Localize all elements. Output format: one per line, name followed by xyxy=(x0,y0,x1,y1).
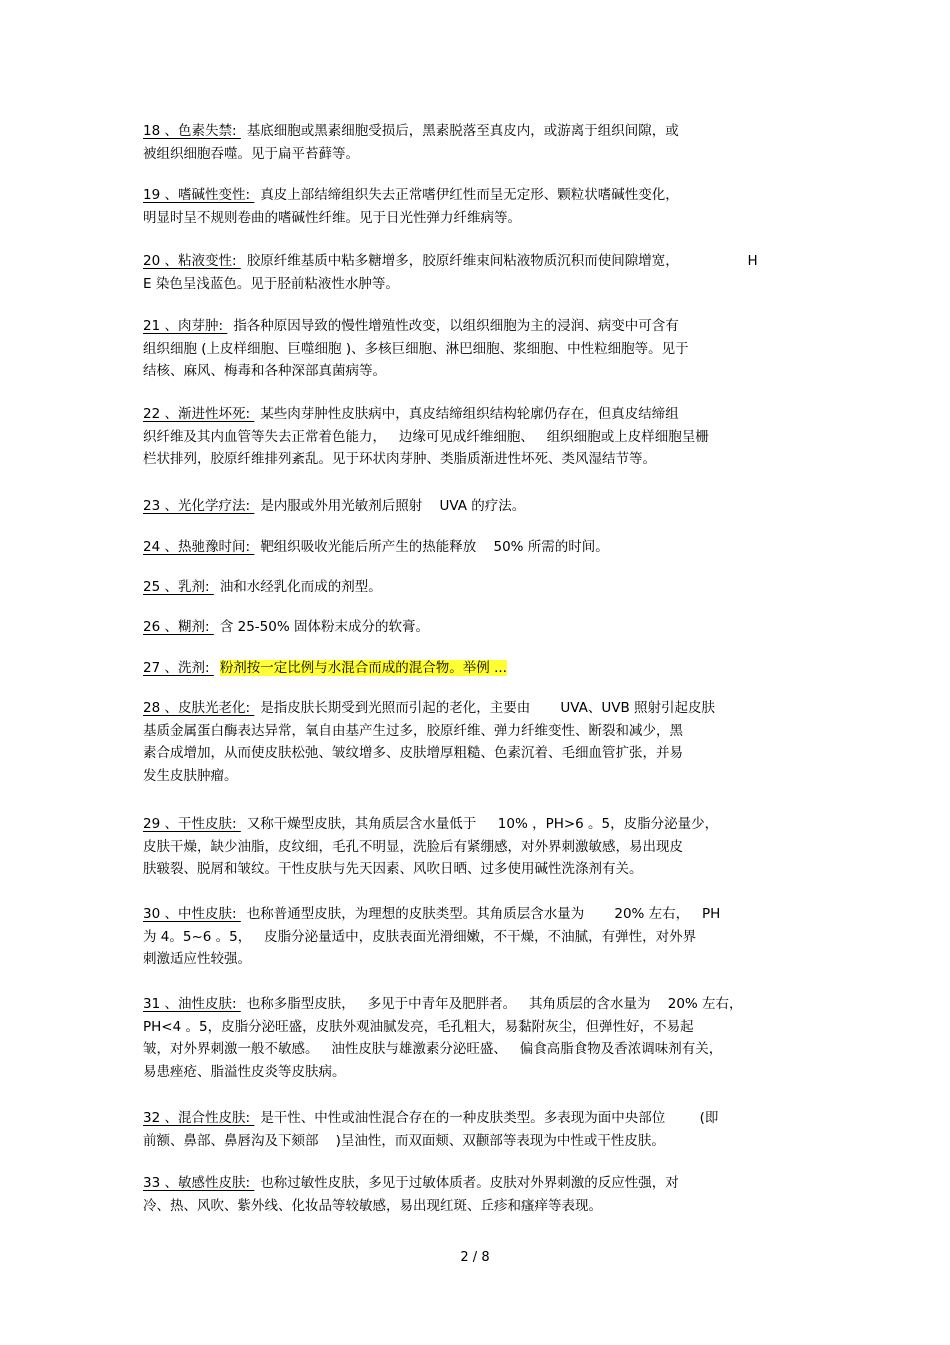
highlighted-definition: 粉剂按一定比例与水混合而成的混合物。举例 ... xyxy=(219,660,507,676)
definition-text: 基质金属蛋白酶表达异常，氧自由基产生过多，胶原纤维、弹力纤维变性、断裂和减少，黑 xyxy=(143,722,683,739)
entry-line xyxy=(143,207,808,230)
entry-line xyxy=(143,143,808,166)
entry-line xyxy=(143,536,808,559)
definition-text: 是干性、中性或油性混合存在的一种皮肤类型。多表现为面中央部位 (即 xyxy=(260,1110,719,1126)
entry-line xyxy=(143,1061,808,1084)
entry-term: 23 、光化学疗法: xyxy=(143,498,255,514)
entry-line xyxy=(143,1107,808,1130)
glossary-entry xyxy=(143,993,808,1083)
entry-line xyxy=(143,765,808,788)
entry-line xyxy=(143,1016,808,1039)
entry-line xyxy=(143,576,808,599)
entry-line xyxy=(143,250,808,273)
entry-line xyxy=(143,120,808,143)
entry-term: 20 、粘液变性: xyxy=(143,253,241,269)
glossary-entry xyxy=(143,1107,808,1152)
definition-text: 明显时呈不规则卷曲的嗜碱性纤维。见于日光性弹力纤维病等。 xyxy=(143,209,521,226)
entry-line xyxy=(143,903,808,926)
entry-term: 27 、洗剂: xyxy=(143,660,214,676)
entry-term: 32 、混合性皮肤: xyxy=(143,1110,255,1126)
entry-line xyxy=(143,184,808,207)
glossary-entry xyxy=(143,576,808,599)
definition-text: 也称多脂型皮肤， 多见于中青年及肥胖者。 其角质层的含水量为 20% 左右， xyxy=(246,996,743,1012)
entry-term: 18 、色素失禁: xyxy=(143,123,241,139)
glossary-entry xyxy=(143,403,808,471)
definition-text: PH<4 。5，皮脂分泌旺盛，皮肤外观油腻发亮，毛孔粗大，易黏附灰尘，但弹性好，不易起 xyxy=(143,1018,694,1035)
entry-term: 25 、乳剂: xyxy=(143,579,214,595)
entry-line xyxy=(143,1130,808,1153)
glossary-entry xyxy=(143,813,808,881)
definition-text: 被组织细胞吞噬。见于扁平苔藓等。 xyxy=(143,145,359,162)
page-number: 2 / 8 xyxy=(460,1250,490,1265)
definition-text: 又称干燥型皮肤，其角质层含水量低于 10% ，PH>6 。5，皮脂分泌量少， xyxy=(246,816,719,832)
entry-line xyxy=(143,813,808,836)
definition-text: 含 25-50% 固体粉末成分的软膏。 xyxy=(219,619,429,635)
entry-line xyxy=(143,1038,808,1061)
definition-text: 织纤维及其内血管等失去正常着色能力， 边缘可见成纤维细胞、 组织细胞或上皮样细胞呈栅 xyxy=(143,428,709,445)
glossary-entry xyxy=(143,616,808,639)
definition-text: 栏状排列，胶原纤维排列紊乱。见于环状肉芽肿、类脂质渐进性坏死、类风湿结节等。 xyxy=(143,451,656,467)
definition-text: 组织细胞 (上皮样细胞、巨噬细胞 )、多核巨细胞、淋巴细胞、浆细胞、中性粒细胞等。见于 xyxy=(143,340,689,357)
entry-line xyxy=(143,403,808,426)
entry-line xyxy=(143,858,808,881)
entry-line xyxy=(143,948,808,971)
definition-text: 是内服或外用光敏剂后照射 UVA 的疗法。 xyxy=(260,498,526,514)
definition-text: 皱，对外界刺激一般不敏感。 油性皮肤与雄激素分泌旺盛、 偏食高脂食物及香浓调味剂有关， xyxy=(143,1041,723,1057)
glossary-entry xyxy=(143,536,808,559)
definition-text: 易患痤疮、脂溢性皮炎等皮肤病。 xyxy=(143,1063,346,1080)
entry-term: 21 、肉芽肿: xyxy=(143,318,228,334)
entry-line xyxy=(143,742,808,765)
definition-text: 指各种原因导致的慢性增殖性改变，以组织细胞为主的浸润、病变中可含有 xyxy=(233,318,679,334)
entry-term: 22 、渐进性坏死: xyxy=(143,406,255,422)
entry-term: 33 、敏感性皮肤: xyxy=(143,1175,255,1191)
entry-term: 30 、中性皮肤: xyxy=(143,906,241,922)
entry-line xyxy=(143,836,808,859)
definition-text: 油和水经乳化而成的剂型。 xyxy=(219,579,382,595)
glossary-entry xyxy=(143,1172,808,1217)
entry-line xyxy=(143,426,808,449)
definition-text: 素合成增加，从而使皮肤松弛、皱纹增多、皮肤增厚粗糙、色素沉着、毛细血管扩张，并易 xyxy=(143,745,683,761)
glossary-entry xyxy=(143,903,808,971)
glossary-entry xyxy=(143,495,808,518)
entry-term: 19 、嗜碱性变性: xyxy=(143,187,255,203)
entry-term: 29 、干性皮肤: xyxy=(143,816,241,832)
entry-line xyxy=(143,616,808,639)
definition-text: 靶组织吸收光能后所产生的热能释放 50% 所需的时间。 xyxy=(260,539,609,555)
definition-text: 刺激适应性较强。 xyxy=(143,951,251,967)
definition-text: E 染色呈浅蓝色。见于胫前粘液性水肿等。 xyxy=(143,275,399,292)
glossary-entry xyxy=(143,250,808,295)
glossary-entry xyxy=(143,184,808,229)
glossary-entry xyxy=(143,697,808,787)
definition-text: 发生皮肤肿瘤。 xyxy=(143,767,238,784)
definition-text: 皮肤干燥，缺少油脂，皮纹细，毛孔不明显，洗脸后有紧绷感，对外界刺激敏感，易出现皮 xyxy=(143,838,683,855)
definition-text: 结核、麻风、梅毒和各种深部真菌病等。 xyxy=(143,363,386,379)
definition-text: 为 4。5~6 。5， 皮脂分泌量适中，皮肤表面光滑细嫩，不干燥，不油腻，有弹性，对外界 xyxy=(143,928,697,945)
entry-line xyxy=(143,926,808,949)
definition-text: 也称过敏性皮肤，多见于过敏体质者。皮肤对外界刺激的反应性强，对 xyxy=(260,1175,679,1191)
entry-line xyxy=(143,993,808,1016)
definition-text: 是指皮肤长期受到光照而引起的老化，主要由 UVA、UVB 照射引起皮肤 xyxy=(260,700,716,716)
entry-line xyxy=(143,1195,808,1218)
definition-text: 前额、鼻部、鼻唇沟及下颏部 )呈油性，而双面颊、双颧部等表现为中性或干性皮肤。 xyxy=(143,1132,665,1149)
entry-line xyxy=(143,657,808,680)
entry-term: 26 、糊剂: xyxy=(143,619,214,635)
entry-line xyxy=(143,273,808,296)
entry-line xyxy=(143,1172,808,1195)
entry-line xyxy=(143,338,808,361)
definition-text: 真皮上部结缔组织失去正常嗜伊红性而呈无定形、颗粒状嗜碱性变化， xyxy=(260,187,679,203)
definition-text: 也称普通型皮肤，为理想的皮肤类型。其角质层含水量为 20% 左右， PH xyxy=(246,906,721,922)
definition-text: 基底细胞或黑素细胞受损后，黑素脱落至真皮内，或游离于组织间隙，或 xyxy=(246,123,679,139)
entry-line xyxy=(143,360,808,383)
entry-line xyxy=(143,448,808,471)
glossary-entry xyxy=(143,120,808,165)
entry-line xyxy=(143,697,808,720)
entry-line xyxy=(143,315,808,338)
entry-line xyxy=(143,720,808,743)
definition-text: 冷、热、风吹、紫外线、化妆品等较敏感，易出现红斑、丘疹和瘙痒等表现。 xyxy=(143,1197,602,1214)
definition-text: 某些肉芽肿性皮肤病中，真皮结缔组织结构轮廓仍存在，但真皮结缔组 xyxy=(260,406,679,422)
entry-line xyxy=(143,495,808,518)
entry-term: 28 、皮肤光老化: xyxy=(143,700,255,716)
entry-term: 24 、热驰豫时间: xyxy=(143,539,255,555)
glossary-entry xyxy=(143,657,808,680)
glossary-entry xyxy=(143,315,808,383)
entry-term: 31 、油性皮肤: xyxy=(143,996,241,1012)
definition-text: 胶原纤维基质中粘多糖增多，胶原纤维束间粘液物质沉积而使间隙增宽， H xyxy=(246,253,758,269)
definition-text: 肤皲裂、脱屑和皱纹。干性皮肤与先天因素、风吹日晒、过多使用碱性洗涤剂有关。 xyxy=(143,861,643,877)
